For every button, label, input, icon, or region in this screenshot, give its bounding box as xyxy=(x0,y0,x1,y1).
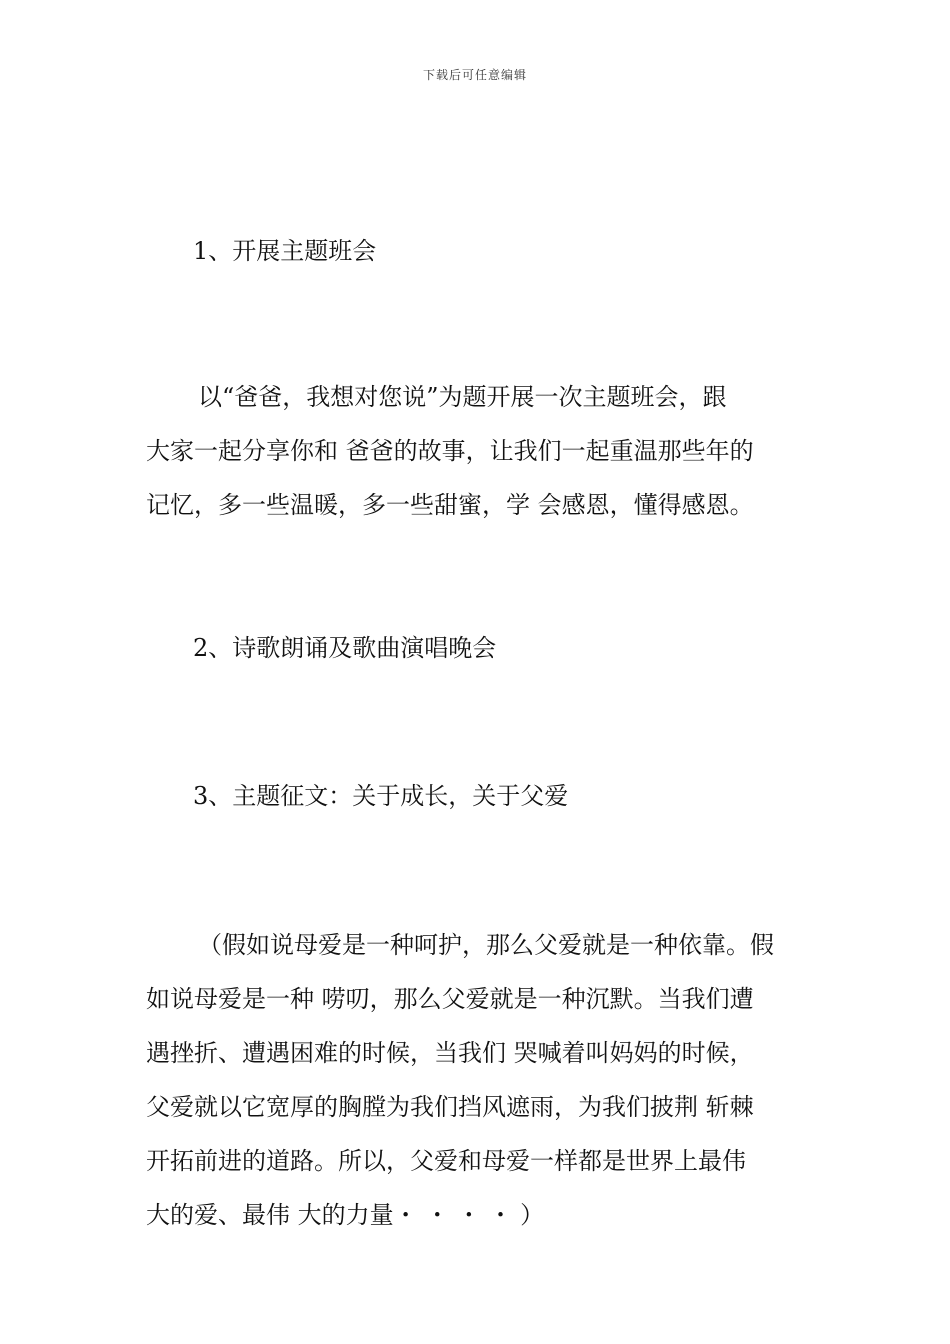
paragraph-line: 父爱就以它宽厚的胸膛为我们挡风遮雨，为我们披荆 斩棘 xyxy=(146,1093,754,1121)
paragraph-line: 大家一起分享你和 爸爸的故事，让我们一起重温那些年的 xyxy=(146,437,754,465)
paragraph-line: 如说母爱是一种 唠叨，那么父爱就是一种沉默。当我们遭 xyxy=(146,985,754,1013)
section-heading-3: 3、主题征文：关于成长，关于父爱 xyxy=(193,782,569,810)
header-note: 下载后可任意编辑 xyxy=(422,68,527,82)
paragraph-line: 开拓前进的道路。所以，父爱和母爱一样都是世界上最伟 xyxy=(146,1147,746,1175)
paragraph-line: 遇挫折、遭遇困难的时候，当我们 哭喊着叫妈妈的时候， xyxy=(146,1039,754,1067)
paragraph-line: （假如说母爱是一种呵护，那么父爱就是一种依靠。假 xyxy=(198,931,774,959)
paragraph-line: 以“爸爸，我想对您说”为题开展一次主题班会，跟 xyxy=(198,383,727,411)
paragraph-line: 记忆，多一些温暖，多一些甜蜜，学 会感恩，懂得感恩。 xyxy=(146,491,754,519)
paragraph-fatherly-love xyxy=(146,918,816,1242)
section-heading-2: 2、诗歌朗诵及歌曲演唱晚会 xyxy=(193,634,497,662)
paragraph-line: 大的爱、最伟 大的力量・ ・ ・ ・ ） xyxy=(146,1201,545,1229)
paragraph-class-meeting xyxy=(146,370,816,532)
section-heading-1: 1、开展主题班会 xyxy=(193,237,377,265)
